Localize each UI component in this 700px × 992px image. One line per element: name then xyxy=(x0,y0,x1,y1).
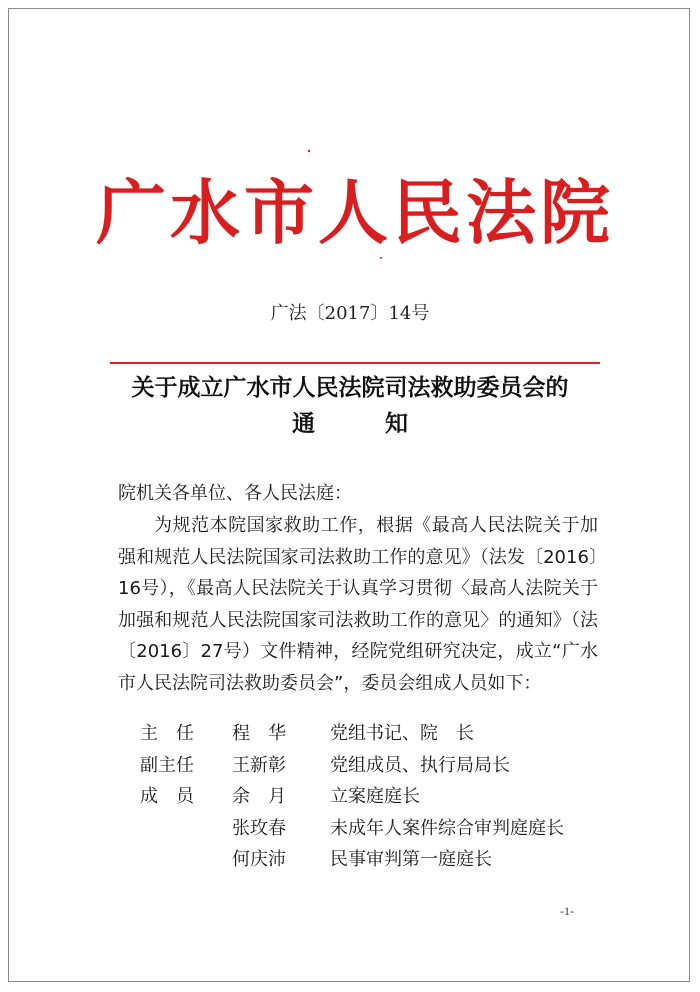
salutation: 院机关各单位、各人民法庭： xyxy=(118,483,352,504)
member-name: 何庆沛 xyxy=(232,849,286,870)
page-number: -1- xyxy=(560,904,574,918)
member-row xyxy=(140,844,600,876)
title-char-2: 知 xyxy=(385,410,408,437)
member-row xyxy=(140,750,600,782)
member-position: 民事审判第一庭庭长 xyxy=(330,849,492,870)
document-title-line1: 关于成立广水市人民法院司法救助委员会的 xyxy=(131,374,569,401)
body-paragraph xyxy=(118,510,598,699)
paragraph-text: 为规范本院国家救助工作，根据《最高人民法院关于加强和规范人民法院国家司法救助工作的意见》（法发〔2016〕16号），《最高人民法院关于认真学习贯彻〈最高人法院关于加强和规范人民法院国家司法救助工作的意见〉的通知》（法〔2016〕27号）文件精神，经院党组研究决定，成立“广水市人民法院司法救助委员会”，委员会组成人员如下： xyxy=(118,515,598,694)
speck xyxy=(308,150,310,152)
document-number: 广法〔2017〕14号 xyxy=(270,303,430,324)
member-position: 党组成员、执行局局长 xyxy=(330,754,510,776)
document-title-line2 xyxy=(0,408,700,440)
member-role: 副主任 xyxy=(140,754,194,776)
org-masthead: 广水市人民法院 xyxy=(96,171,614,254)
member-list xyxy=(140,718,600,876)
member-role: 主 任 xyxy=(140,723,194,744)
member-name: 程 华 xyxy=(232,723,286,744)
title-char-1: 通 xyxy=(292,410,315,437)
member-row xyxy=(140,813,600,845)
member-name: 余 月 xyxy=(232,786,286,807)
member-position: 党组书记、院 长 xyxy=(330,723,474,744)
red-divider-line xyxy=(110,362,600,364)
member-name: 张玫春 xyxy=(232,817,286,839)
member-row xyxy=(140,781,600,813)
member-position: 立案庭庭长 xyxy=(330,786,420,807)
member-row xyxy=(140,718,600,750)
member-role: 成 员 xyxy=(140,786,194,807)
member-name: 王新彰 xyxy=(232,754,286,776)
member-position: 未成年人案件综合审判庭庭长 xyxy=(330,817,564,839)
